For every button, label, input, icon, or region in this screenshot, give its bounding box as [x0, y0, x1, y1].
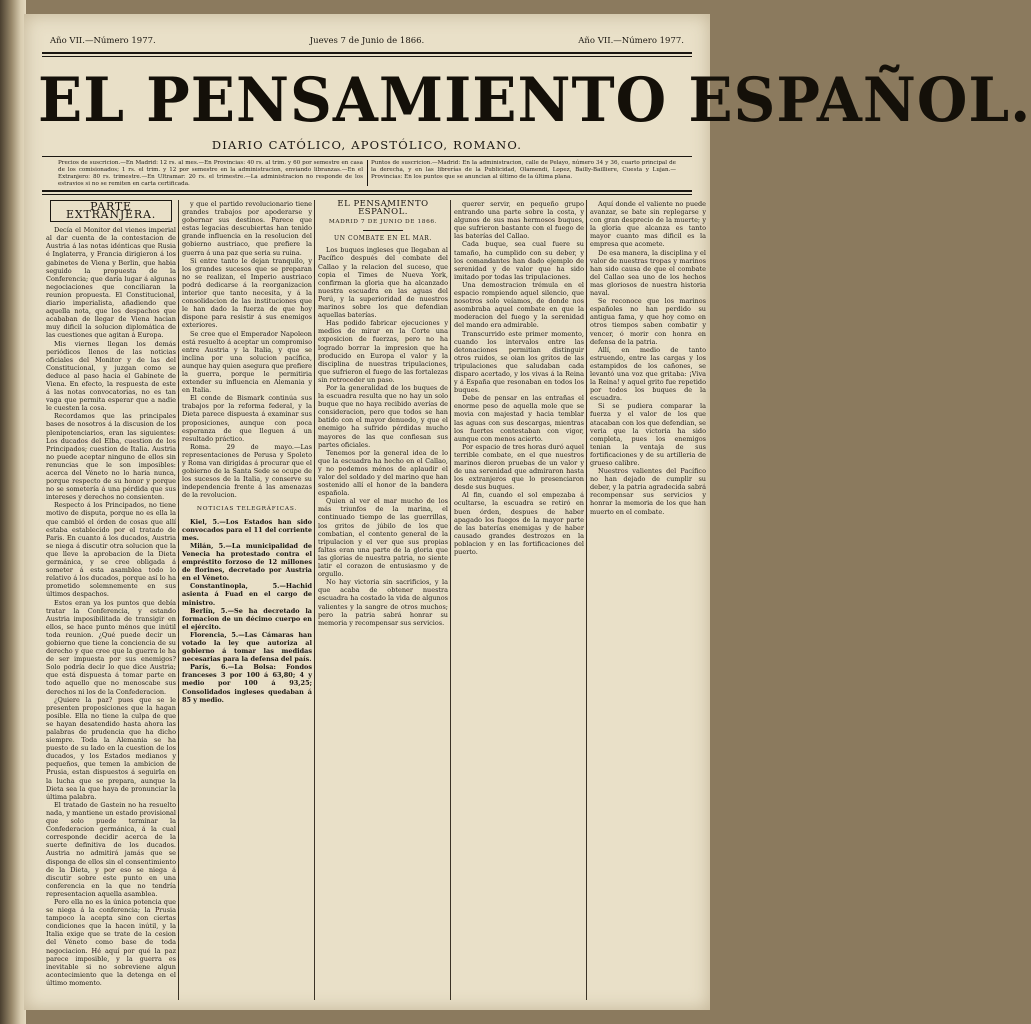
article-paragraph: Decía el Monitor del vienes imperial al dar cuenta de la contestacion de Austria á las notas idénticas que Rusia é Inglaterra, y Francia dirigieron á los gabinetes de Viena y Berlin, que habia seguido la propuesta de la Conferencia; que daría lugar á algunas negociaciones que conciliaran la reunion propuesta. El Constitucional, diario imperialista, añadiendo que aquella nota, que los despachos que acababan de llegar de Viena hacian muy dificil la solucion diplomática de las cuestiones que agitan á Europa. [46, 226, 176, 340]
article-paragraph: Allí, en medio de tanto estruendo, entre las cargas y los estampidos de los cañones, se levantó una voz que gritaba: ¡Viva la Reina! y aquel grito fue repetido por todos los buques de la escuadra. [590, 345, 706, 403]
telegram-item: Berlín, 5.—Se ha decretado la formacion de un décimo cuerpo en el ejército. [182, 606, 312, 631]
newspaper-page [24, 14, 1031, 1010]
article-paragraph: ¿Quiere la paz? pues que se le presenten proposiciones que la hagan posible. Ella no tiene la culpa de que se hayan desatendido hasta ahora las palabras de prudencia que ha dicho siempre. Toda la Alemania se ha puesto de su lado en la cuestion de los ducados, y los Estados medianos y pequeños, que temen la ambicion de Prusia, estan dispuestos á seguirla en la lucha que se prepara, aunque la Dieta sea la que haya de pronunciar la última palabra. [46, 695, 176, 801]
column-3 [318, 200, 448, 1000]
column-4 [454, 200, 584, 1000]
top-rule [42, 52, 692, 54]
editorial-heading: EL PENSAMIENTO ESPAÑOL. [337, 199, 429, 218]
telegrams-heading: NOTICIAS TELEGRÁFICAS. [196, 506, 298, 513]
folio-line [50, 36, 684, 48]
article-paragraph: Cada buque, sea cual fuere su tamaño, ha cumplido con su deber, y los comandantes han dado ejemplo de serenidad y de valor que ha sido imitado por todas las tripulaciones. [454, 240, 584, 281]
article-paragraph: Por espacio de tres horas duró aquel terrible combate, en el que nuestros marinos dieron pruebas de un valor y de una serenidad que admiraron hasta los extranjeros que lo presenciaron desde sus buques. [454, 442, 584, 492]
column-rule [178, 200, 179, 1000]
article-paragraph: Al fin, cuando el sol empezaba á ocultarse, la escuadra se retiró en buen órden, despues de haber apagado los fuegos de la mayor parte de las baterías enemigas y de haber causado grandes destrozos en la poblacion y en las fortificaciones del puerto. [454, 491, 584, 557]
column-rule [314, 200, 315, 1000]
telegram-item: Kiel, 5.—Los Estados han sido convocados para el 11 del corriente mes. [182, 517, 312, 542]
section-heading: PARTE EXTRANJERA. [50, 200, 172, 222]
telegram-item: Florencia, 5.—Las Cámaras han votado la ley que autoriza al gobierno á tomar las medidas necesarias para la defensa del país. [182, 630, 312, 664]
subscription-prices: Precios de suscricion.—En Madrid: 12 rs. al mes.—En Provincias: 40 rs. al trim. y 60 por semestre en casa de los comisionados; 1 rs. el trim. y 12 por semestre en la administracion, enviando libranzas.—En el Extranjero: 80 rs. trimestre.—En Ultramar: 20 rs. el trimestre.—La administracion no responde de los estravios si no se remiten en carta certificada. [58, 160, 363, 187]
article-title: UN COMBATE EN EL MAR. [334, 235, 432, 243]
article-paragraph: Por la generalidad de los buques de la escuadra resulta que no hay un solo buque que no haya recibido averías de consideracion, pero que todos se han batido con el mayor denuedo, y que el enemigo ha sufrido pérdidas mucho mayores de las que confiesan sus partes oficiales. [318, 383, 448, 449]
issue-number-left: Año VII.—Número 1977. [50, 36, 156, 46]
article-paragraph: El conde de Bismark continúa sus trabajos por la reforma federal, y la Dieta parece dispuesta á examinar sus proposiciones, aunque con poca esperanza de que lleguen á un resultado práctico. [182, 394, 312, 443]
article-paragraph: Roma. 29 de mayo.—Las representaciones de Perusa y Spoleto y Roma van dirigidas á procurar que el gobierno de la Santa Sede se ocupe de los sucesos de la Italia, y conserve su independencia frente á las amenazas de la revolucion. [182, 442, 312, 500]
article-paragraph: Los buques ingleses que llegaban al Pacífico después del combate del Callao y la relacion del suceso, que copia el Times de Nueva York, confirman la gloria que ha alcanzado nuestra escuadra en las aguas del Perú, y la superioridad de nuestros marinos sobre los que defendian aquellas baterías. [318, 246, 448, 320]
telegram-item: Milán, 5.—La municipalidad de Venecia ha protestado contra el empréstito forzoso de 12 millones de florines, decretado por Austria en el Véneto. [182, 541, 312, 583]
article-paragraph: Una demostracion trémula en el espacio rompiendo aquel silencio, que nosotros solo veíamos, de donde nos asombraba aquel combate en que la moderacion del fuego y la serenidad del mando era admirable. [454, 280, 584, 330]
article-paragraph: Quien al ver el mar mucho de los más triunfos de la marina, el continuado tiempo de las guerrillas, los gritos de júbilo de los que combatian, el contento general de la tripulacion y el ver que sus propias faltas eran una parte de la gloria que las glorias de nuestra patria, no siente latir el corazon de entusiasmo y de orgullo. [318, 497, 448, 579]
article-paragraph: Transcurrido este primer momento, cuando los intervalos entre las detonaciones permitian distinguir otros ruidos, se oian los gritos de las tripulaciones que saludaban cada disparo acertado, y los vivas á la Reina y á España que resonaban en todos los buques. [454, 329, 584, 395]
article-paragraph: Has podido fabricar ejecuciones y medios de mirar en la Corte una exposicion de fuerzas, pero no ha logrado borrar la impresion que ha producido en Europa el valor y la disciplina de nuestras tripulaciones, que sufrieron el fuego de las fortalezas sin retroceder un paso. [318, 319, 448, 384]
article-paragraph: Pero ella no es la única potencia que se niega á la conferencia; la Prusia tampoco la acepta sino con ciertas condiciones que la hacen inútil, y la Italia exige que se trate de la cesion del Véneto como base de toda negociacion. Hé aquí por qué la paz parece imposible, y la guerra es inevitable si no sobreviene algun acontecimiento que la detenga en el último momento. [46, 897, 176, 987]
notices-rule [42, 190, 692, 192]
editorial-dateline: MADRID 7 DE JUNIO DE 1866. [328, 219, 438, 226]
article-paragraph: No hay victoria sin sacrificios, y la que acaba de obtener nuestra escuadra ha costado la vida de algunos valientes y la sangre de otros muchos; pero la patria sabrá honrar su memoria y recompensar sus servicios. [318, 578, 448, 627]
column-5 [590, 200, 706, 1000]
article-paragraph: De esa manera, la disciplina y el valor de nuestras tropas y marinos han sido causa de que el combate del Callao sea uno de los hechos mas gloriosos de nuestra historia naval. [590, 248, 706, 298]
article-paragraph: Tenemos por la general idea de lo que la escuadra ha hecho en el Callao, y no podemos ménos de aplaudir el valor del soldado y del marino que han sostenido allí el honor de la bandera española. [318, 448, 448, 498]
masthead-rule [42, 156, 692, 157]
article-paragraph: Recordamos que las principales bases de nosotros á la discusion de los plenipotenciarios, eran las siguientes: Los ducados del Elba, cuestion de los Principados; cuestion de Italia. Austria no puede aceptar ninguno de ellos sin renuncias que le son imposibles: acerca del Véneto no lo haria nunca, porque respecto de su honor y porque no se sometería á una pérdida que sus intereses y derechos no consienten. [46, 412, 176, 502]
article-paragraph: Mis viernes llegan los demás periódicos llenos de las noticias oficiales del Monitor y de las del Constitucional, y juzgan como se deduce al paso hacia el Gabinete de Viena. En efecto, la respuesta de este á las notas convocatorias, no es tan vaga que permita esperar que a nadie le cuesten la cosa. [46, 339, 176, 413]
telegram-item: París, 6.—La Bolsa: Fondos franceses 3 por 100 á 63,80; 4 y medio por 100 á 93,25; Consolidados ingleses quedaban á 85 y medio. [182, 663, 312, 704]
column-2 [182, 200, 312, 1000]
column-rule [450, 200, 451, 1000]
issue-number-right: Año VII.—Número 1977. [578, 36, 684, 46]
article-paragraph: El tratado de Gastein no ha resuelto nada, y mantiene un estado provisional que solo puede terminar la Confederacion germánica, á la cual corresponde decidir acerca de la suerte definitiva de los ducados. Austria no admitirá jamás que se disponga de ellos sin el consentimiento de la Dieta, y por eso se niega á discutir sobre este punto en una conferencia en la que no tendría representacion aquella asamblea. [46, 800, 176, 898]
article-paragraph: Estos eran ya los puntos que debía tratar la Conferencia, y estando Austria imposibilitada de transigir en ellos, se hace punto ménos que inútil toda reunion. ¿Qué puede decir un gobierno que tiene la conciencia de su derecho y que cree que la guerra le ha de ser impuesta por sus enemigos? Solo podría decir lo que dice Austria; que está dispuesta á tomar parte en todo aquello que no menoscabe sus derechos ni los de la Confederacion. [46, 598, 176, 696]
article-paragraph: Se reconoce que los marinos españoles no han perdido su antigua fama, y que hoy como en otros tiempos saben combatir y vencer, ó morir con honra en defensa de la patria. [590, 297, 706, 346]
telegram-item: Constantinopla, 5.—Hachid asienta á Fuad en el cargo de ministro. [182, 582, 312, 607]
article-paragraph: Aquí donde el valiente no puede avanzar, se bate sin replegarse y con gran desprecio de la muerte; y la gloria que alcanza es tanto mayor cuanto mas dificil es la empresa que acomete. [590, 200, 706, 249]
notices-divider [367, 160, 368, 186]
article-paragraph: Si se pudiera comparar la fuerza y el valor de los que atacaban con los que defendian, se veria que la victoria ha sido completa, pues los enemigos tenian la ventaja de sus fortificaciones y de su artilleria de grueso calibre. [590, 402, 706, 467]
subscription-points: Puntos de suscricion.—Madrid: En la administracion, calle de Pelayo, número 34 y 36, cuarto principal de la derecha, y en las librerías de la Publicidad, Olamendi, Lopez, Bailly-Bailliere, Cuesta y Lujan.—Provincias: En los puntos que se anuncian al último de la última plana. [371, 160, 676, 180]
column-1 [46, 200, 176, 1000]
article-paragraph: Respecto á los Principados, no tiene motivo de disputa, porque no es ella la que cambió el órden de cosas que allí estaba establecido por el tratado de Paris. En cuanto á los ducados, Austria se niega á discutir otra solucion que la que lleve la aprobacion de la Dieta germánica, y se cree obligada á someter á esta asamblea todo lo relativo á los ducados, porque así lo ha prometido solemnemente en sus últimos despachos. [46, 501, 176, 599]
article-paragraph: Nuestros valientes del Pacífico no han dejado de cumplir su deber, y la patria agradecida sabrá recompensar sus servicios y honrar la memoria de los que han muerto en el combate. [590, 467, 706, 516]
article-paragraph: Si entre tanto le dejan tranquilo, y los grandes sucesos que se preparan no se realizan, el Imperio austriaco podrá dedicarse á la reorganizacion interior que tanto necesita, y á la consolidacion de las instituciones que le han dado la fuerza de que hoy dispone para resistir á sus enemigos exteriores. [182, 256, 312, 330]
masthead-title: EL PENSAMIENTO ESPAÑOL. [38, 64, 1031, 136]
short-rule [363, 230, 403, 231]
issue-date: Jueves 7 de Junio de 1866. [309, 36, 425, 46]
notices-rule-thin [42, 194, 692, 195]
column-rule [586, 200, 587, 1000]
subscription-notices [58, 160, 676, 188]
article-paragraph: Debe de pensar en las entrañas el enorme peso de aquella mole que se movia con majestad y hacia temblar las aguas con sus descargas, mientras los fuertes contestaban con vigor, aunque con menos acierto. [454, 394, 584, 443]
article-paragraph: querer servir, en pequeño grupo entrando una parte sobre la costa, y algunos de sus mas hermosos buques, que sufrieron bastante con el fuego de las baterías del Callao. [454, 200, 584, 241]
book-spine [0, 0, 26, 1024]
top-rule-thin [42, 56, 692, 57]
article-paragraph: Se cree que el Emperador Napoleon está resuelto á aceptar un compromiso entre Austria y la Italia, y que se inclina por una solucion pacífica, aunque hay quien asegura que prefiere la guerra, porque le permitiria extender su influencia en Alemania y en Italia. [182, 329, 312, 395]
article-paragraph: y que el partido revolucionario tiene grandes trabajos por apoderarse y gobernar sus destinos. Parece que estas legacias descubiertas han tenido grande influencia en la resolucion del gobierno austriaco, que prefiere la guerra á una paz que seria su ruina. [182, 200, 312, 257]
masthead-subtitle: DIARIO CATÓLICO, APOSTÓLICO, ROMANO. [211, 138, 523, 152]
